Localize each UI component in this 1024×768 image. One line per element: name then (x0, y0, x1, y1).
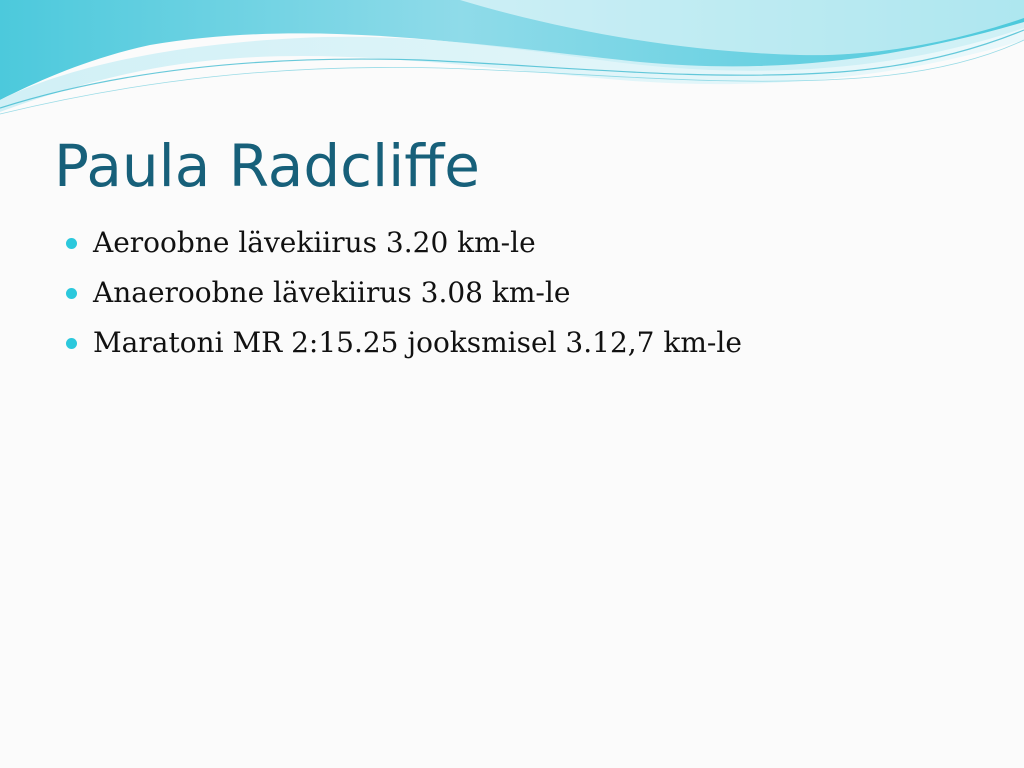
bullet-item (66, 322, 742, 372)
slide-title: Paula Radcliffe (54, 132, 480, 200)
bullet-text: Maratoni MR 2:15.25 jooksmisel 3.12,7 km-le (93, 326, 742, 359)
bullet-item (66, 222, 742, 272)
bullet-item (66, 272, 742, 322)
bullet-dot-icon (66, 338, 77, 349)
bullet-text: Anaeroobne lävekiirus 3.08 km-le (93, 276, 571, 309)
bullet-dot-icon (66, 238, 77, 249)
bullet-text: Aeroobne lävekiirus 3.20 km-le (93, 226, 536, 259)
header-wave-decoration (0, 0, 1024, 130)
bullet-list (66, 222, 742, 372)
bullet-dot-icon (66, 288, 77, 299)
